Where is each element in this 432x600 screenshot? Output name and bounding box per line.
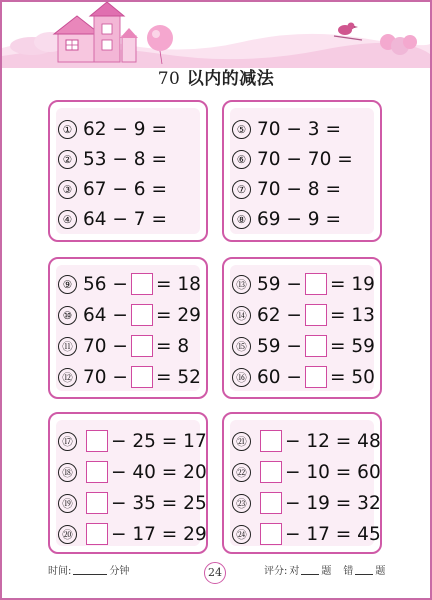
problem-right: − 35 = 25 xyxy=(111,492,207,514)
problem-number: ⑫ xyxy=(58,368,77,387)
problem-number: ⑩ xyxy=(58,306,77,325)
title-text: 以内的减法 xyxy=(186,69,275,89)
problem-right: = 59 xyxy=(329,335,375,357)
problem-right: = 8 xyxy=(155,335,190,357)
wrong-count-blank[interactable] xyxy=(355,564,373,575)
answer-blank[interactable] xyxy=(86,430,108,452)
problem-expression: 70 − 3 = xyxy=(257,118,341,140)
problem-row xyxy=(58,174,167,204)
problem-expression: 64 − 7 = xyxy=(83,208,167,230)
problem-row xyxy=(58,269,201,299)
problem-row xyxy=(232,331,375,361)
problem-row xyxy=(232,114,341,144)
problem-number: ⑳ xyxy=(58,525,77,544)
problem-right: = 18 xyxy=(155,273,201,295)
answer-blank[interactable] xyxy=(260,523,282,545)
problem-right: − 17 = 45 xyxy=(285,523,381,545)
problem-row xyxy=(232,362,375,392)
answer-blank[interactable] xyxy=(305,273,327,295)
problem-row xyxy=(58,457,207,487)
answer-blank[interactable] xyxy=(305,335,327,357)
problem-box-1 xyxy=(48,100,208,242)
problem-right: = 50 xyxy=(329,366,375,388)
time-field xyxy=(48,562,129,577)
problem-row xyxy=(232,300,375,330)
problem-row xyxy=(232,457,381,487)
answer-blank[interactable] xyxy=(305,304,327,326)
problem-right: − 25 = 17 xyxy=(111,430,207,452)
problem-row xyxy=(58,331,204,361)
problem-number: ⑥ xyxy=(232,150,251,169)
answer-blank[interactable] xyxy=(131,335,153,357)
problem-right: − 40 = 20 xyxy=(111,461,207,483)
answer-blank[interactable] xyxy=(305,366,327,388)
problem-row xyxy=(58,114,167,144)
problem-row xyxy=(58,144,167,174)
problem-right: − 17 = 29 xyxy=(111,523,207,545)
problem-row xyxy=(58,300,201,330)
score-label: 评分: xyxy=(264,566,288,577)
problem-number: ④ xyxy=(58,210,77,229)
answer-blank[interactable] xyxy=(131,304,153,326)
answer-blank[interactable] xyxy=(86,461,108,483)
header-banner xyxy=(2,2,430,68)
problem-right: = 13 xyxy=(329,304,375,326)
time-label: 时间: xyxy=(48,566,72,577)
problem-row xyxy=(58,362,201,392)
correct-label: 对 xyxy=(289,566,300,577)
answer-blank[interactable] xyxy=(86,523,108,545)
problem-expression: 70 − 70 = xyxy=(257,148,353,170)
problem-number: ⑪ xyxy=(58,337,77,356)
problem-row xyxy=(58,426,207,456)
question-label-2: 题 xyxy=(375,566,386,577)
problem-left: 60 − xyxy=(257,366,302,388)
answer-blank[interactable] xyxy=(131,273,153,295)
problem-expression: 62 − 9 = xyxy=(83,118,167,140)
problem-right: − 19 = 32 xyxy=(285,492,381,514)
page-title xyxy=(2,64,430,89)
problem-left: 64 − xyxy=(83,304,128,326)
problem-row xyxy=(232,174,341,204)
problem-number: ⑰ xyxy=(58,432,77,451)
problem-right: = 19 xyxy=(329,273,375,295)
problem-row xyxy=(232,488,381,518)
problem-number: ① xyxy=(58,120,77,139)
problem-expression: 69 − 9 = xyxy=(257,208,341,230)
problem-number: ⑦ xyxy=(232,180,251,199)
problem-left: 56 − xyxy=(83,273,128,295)
problem-number: ㉒ xyxy=(232,463,251,482)
problem-number: ⑱ xyxy=(58,463,77,482)
problem-right: − 10 = 60 xyxy=(285,461,381,483)
problem-right: = 52 xyxy=(155,366,201,388)
problem-left: 70 − xyxy=(83,335,128,357)
problem-box-6 xyxy=(222,412,382,554)
answer-blank[interactable] xyxy=(260,461,282,483)
question-label-1: 题 xyxy=(321,566,332,577)
problem-number: ⑲ xyxy=(58,494,77,513)
time-blank[interactable] xyxy=(73,564,107,575)
problem-number: ⑮ xyxy=(232,337,251,356)
problem-expression: 70 − 8 = xyxy=(257,178,341,200)
problem-row xyxy=(232,204,341,234)
problem-right: − 12 = 48 xyxy=(285,430,381,452)
time-unit: 分钟 xyxy=(109,566,130,577)
problem-number: ⑧ xyxy=(232,210,251,229)
answer-blank[interactable] xyxy=(260,492,282,514)
title-number: 70 xyxy=(157,69,181,89)
problem-number: ⑨ xyxy=(58,275,77,294)
problem-number: ③ xyxy=(58,180,77,199)
problem-row xyxy=(232,144,353,174)
problem-number: ⑯ xyxy=(232,368,251,387)
problem-left: 62 − xyxy=(257,304,302,326)
problem-number: ㉔ xyxy=(232,525,251,544)
problem-row xyxy=(232,269,375,299)
problem-box-2 xyxy=(222,100,382,242)
problem-left: 70 − xyxy=(83,366,128,388)
problem-row xyxy=(58,488,207,518)
score-field xyxy=(264,562,385,577)
problem-row xyxy=(232,426,381,456)
answer-blank[interactable] xyxy=(86,492,108,514)
problem-left: 59 − xyxy=(257,335,302,357)
correct-count-blank[interactable] xyxy=(301,564,319,575)
answer-blank[interactable] xyxy=(260,430,282,452)
problem-number: ㉑ xyxy=(232,432,251,451)
problem-right: = 29 xyxy=(155,304,201,326)
wrong-label: 错 xyxy=(343,566,354,577)
problem-number: ⑭ xyxy=(232,306,251,325)
answer-blank[interactable] xyxy=(131,366,153,388)
problem-row xyxy=(58,519,207,549)
problem-expression: 67 − 6 = xyxy=(83,178,167,200)
problem-left: 59 − xyxy=(257,273,302,295)
problem-number: ㉓ xyxy=(232,494,251,513)
problem-row xyxy=(232,519,381,549)
problem-box-3 xyxy=(48,257,208,399)
problem-box-4 xyxy=(222,257,382,399)
problem-row xyxy=(58,204,167,234)
problem-number: ② xyxy=(58,150,77,169)
problem-number: ⑤ xyxy=(232,120,251,139)
problem-number: ⑬ xyxy=(232,275,251,294)
problem-expression: 53 − 8 = xyxy=(83,148,167,170)
problem-box-5 xyxy=(48,412,208,554)
page-number: 24 xyxy=(204,562,226,584)
